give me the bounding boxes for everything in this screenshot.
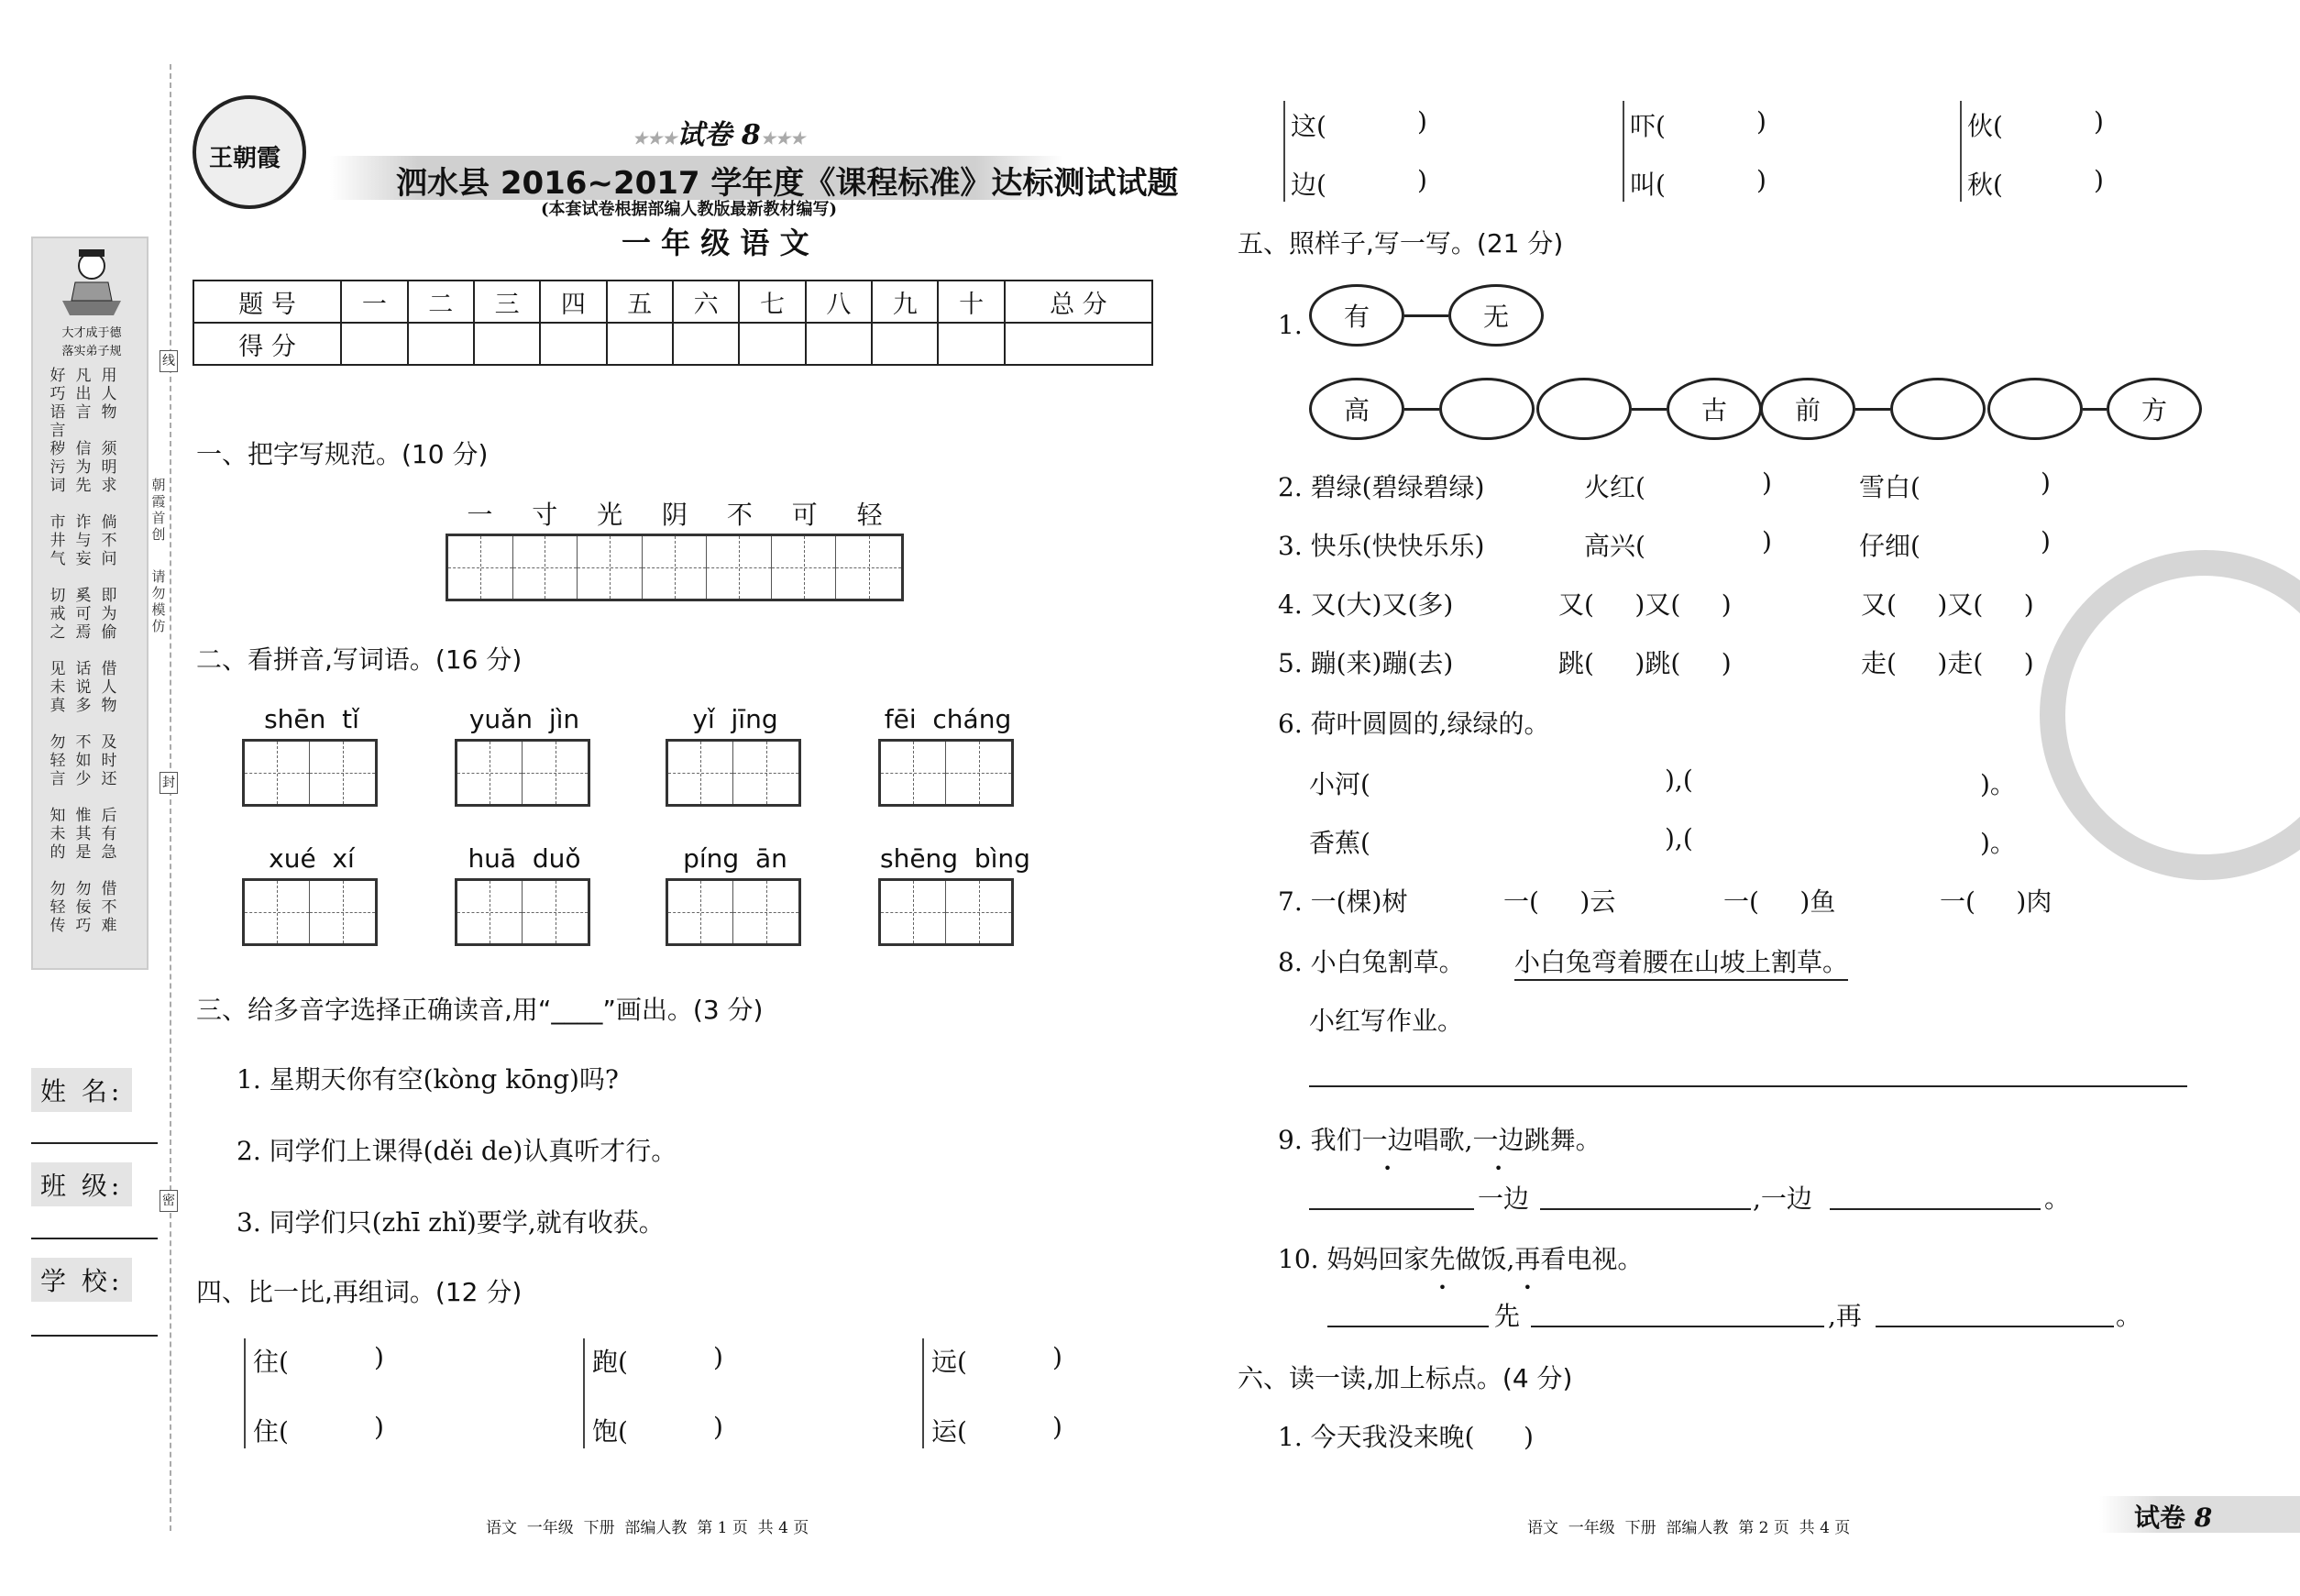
flower-box[interactable]	[1890, 378, 1986, 440]
s6-q1[interactable]: 1. 今天我没来晚( )	[1278, 1422, 1534, 1452]
s5-q5b[interactable]: 走( )走( )	[1861, 648, 2034, 678]
compare-word-rp: )	[374, 1342, 384, 1372]
compare-word[interactable]: 饱(	[592, 1416, 628, 1447]
score-input-cell[interactable]	[607, 323, 673, 365]
compare-word[interactable]: 边(	[1291, 170, 1326, 200]
s5-q10-pre: 10. 妈妈回家	[1278, 1244, 1430, 1274]
compare-word-rp: )	[1417, 106, 1427, 137]
motto-column: 信为先	[75, 440, 92, 495]
s5-q9-line-3[interactable]	[1830, 1208, 2041, 1210]
word-grid[interactable]	[242, 739, 378, 807]
word-grid[interactable]	[455, 878, 590, 946]
s5-q2a[interactable]: 火红(	[1584, 472, 1645, 502]
score-table	[193, 280, 1153, 366]
section-2-title: 二、看拼音,写词语。(16 分)	[196, 644, 523, 675]
score-input-cell[interactable]	[938, 323, 1004, 365]
scholar-illustration	[53, 246, 130, 319]
score-input-cell[interactable]	[739, 323, 805, 365]
writing-cell[interactable]	[310, 881, 375, 943]
s5-q10-word-2: ,再	[1828, 1301, 1862, 1331]
s5-q3: 3. 快乐(快快乐乐)	[1278, 531, 1485, 561]
score-header-cell: 四	[540, 281, 606, 323]
motto-column: 及时还	[101, 733, 117, 788]
s5-q10-line-1[interactable]	[1327, 1326, 1489, 1327]
score-input-cell[interactable]	[341, 323, 407, 365]
score-header-cell: 一	[341, 281, 407, 323]
motto-column: 勿轻言	[50, 733, 66, 788]
word-grid[interactable]	[878, 739, 1014, 807]
compare-word-rp: )	[1052, 1342, 1062, 1372]
char-to-copy: 一	[467, 500, 493, 530]
pinyin-label: yǐ jīng	[692, 704, 778, 734]
score-header-cell: 三	[474, 281, 540, 323]
writing-cell[interactable]	[946, 742, 1011, 804]
motto-top: 大才成于德	[61, 326, 122, 340]
group-bar	[922, 1338, 924, 1448]
pinyin-label: xué xí	[269, 843, 355, 874]
motto-bottom: 落实弟子规	[61, 345, 122, 358]
writing-cell[interactable]	[881, 881, 946, 943]
seal-label-1: 线	[160, 350, 178, 372]
compare-word-rp: )	[1756, 106, 1766, 137]
footer-tag-number: 8	[2194, 1502, 2213, 1533]
s5-q7c[interactable]: 一( )肉	[1940, 886, 2052, 917]
s5-q9	[1278, 1120, 1601, 1157]
compare-word[interactable]: 运(	[931, 1416, 967, 1447]
score-input-cell[interactable]	[872, 323, 938, 365]
sidebar-motto-panel	[31, 237, 149, 970]
logo-text: 王朝霞	[209, 145, 281, 172]
motto-column: 勿轻传	[50, 880, 66, 935]
flower-box[interactable]	[1439, 378, 1535, 440]
flower-box: 高	[1309, 378, 1404, 440]
score-input-cell[interactable]	[474, 323, 540, 365]
score-input-cell[interactable]	[1005, 323, 1152, 365]
score-header-cell: 九	[872, 281, 938, 323]
writing-cell[interactable]	[733, 881, 798, 943]
s3-item-3: 3. 同学们只(zhī zhǐ)要学,就有收获。	[237, 1207, 665, 1238]
s5-q10-end-mark: 。	[2116, 1301, 2142, 1331]
compare-word[interactable]: 吓(	[1630, 111, 1666, 141]
subject-title: 一 年 级 语 文	[622, 226, 809, 260]
char-to-copy: 阴	[662, 500, 688, 530]
char-to-copy: 轻	[856, 500, 883, 530]
writing-cell[interactable]	[733, 742, 798, 804]
writing-cell[interactable]	[836, 536, 901, 599]
word-grid[interactable]	[878, 878, 1014, 946]
s5-q5: 5. 蹦(来)蹦(去)	[1278, 648, 1454, 678]
flower-box: 古	[1667, 378, 1762, 440]
connector-line	[2083, 408, 2107, 411]
s5-q9-mid: 唱歌,	[1413, 1125, 1473, 1155]
school-line[interactable]	[31, 1335, 158, 1337]
writing-cell[interactable]	[668, 742, 733, 804]
motto-column: 凡出言	[75, 367, 92, 422]
writing-cell[interactable]	[578, 536, 643, 599]
pinyin-label: fēi cháng	[884, 704, 1012, 734]
score-header-cell: 八	[806, 281, 872, 323]
series-tag: ★★★试卷 8★★★	[633, 119, 806, 151]
s5-q2a-rp: )	[1762, 468, 1772, 498]
name-label: 姓 名:	[31, 1068, 132, 1112]
writing-cell[interactable]	[310, 742, 375, 804]
s3-item-1: 1. 星期天你有空(kòng kōng)吗?	[237, 1064, 619, 1095]
seal-label-3: 密	[160, 1190, 178, 1212]
s5-q9-line-2[interactable]	[1540, 1208, 1751, 1210]
s5-q7b[interactable]: 一( )鱼	[1723, 886, 1836, 917]
section-3-title: 三、给多音字选择正确读音,用“____”画出。(3 分)	[196, 995, 764, 1025]
score-header-row	[193, 281, 1152, 323]
motto-column: 不如少	[75, 733, 92, 788]
s5-q8b: 小红写作业。	[1309, 1006, 1464, 1036]
compare-word[interactable]: 伙(	[1967, 111, 2003, 141]
s5-q2: 2. 碧绿(碧绿碧绿)	[1278, 472, 1485, 502]
compare-word[interactable]: 跑(	[592, 1347, 628, 1377]
s5-q1-num: 1.	[1278, 310, 1303, 340]
secret-stamp-watermark	[2040, 550, 2300, 880]
motto-column: 后有急	[101, 807, 117, 862]
writing-cell[interactable]	[457, 881, 523, 943]
footer-right: 语文 一年级 下册 部编人教 第 2 页 共 4 页	[1527, 1519, 1851, 1537]
s5-q7: 7. 一(棵)树	[1278, 886, 1408, 917]
group-bar	[1283, 101, 1285, 202]
s5-q10-dotted-1: 先	[1429, 1244, 1456, 1274]
class-line[interactable]	[31, 1238, 158, 1239]
seal-label-2: 封	[160, 772, 178, 794]
s5-q4b[interactable]: 又( )又( )	[1861, 589, 2034, 620]
motto-column: 知未的	[50, 807, 66, 862]
score-row-label: 得 分	[193, 323, 341, 365]
score-input-cell[interactable]	[540, 323, 606, 365]
s5-q10-dotted-2: 再	[1514, 1244, 1541, 1274]
writing-cell[interactable]	[523, 881, 588, 943]
s5-q8: 8. 小白兔割草。	[1278, 947, 1465, 977]
s5-q10-line-3[interactable]	[1876, 1326, 2114, 1327]
score-header-cell: 二	[408, 281, 474, 323]
page-title: 泗水县 2016~2017 学年度《课程标准》达标测试试题	[396, 165, 1179, 202]
s5-q3b[interactable]: 仔细(	[1859, 531, 1920, 561]
compare-word-rp: )	[374, 1412, 384, 1442]
word-grid[interactable]	[242, 878, 378, 946]
section-1-grid[interactable]	[446, 534, 904, 601]
score-header-cell: 六	[673, 281, 739, 323]
s5-q7a[interactable]: 一( )云	[1503, 886, 1616, 917]
s5-q3b-rp: )	[2041, 526, 2051, 556]
motto-column: 市井气	[50, 513, 66, 568]
compare-word-rp: )	[1052, 1412, 1062, 1442]
series-label: 试卷	[677, 119, 732, 151]
word-grid[interactable]	[666, 878, 801, 946]
s5-q3a-rp: )	[1762, 526, 1772, 556]
s5-q6: 6. 荷叶圆圆的,绿绿的。	[1278, 709, 1550, 739]
motto-column: 须明求	[101, 440, 117, 495]
score-input-cell[interactable]	[408, 323, 474, 365]
compare-word[interactable]: 住(	[253, 1416, 289, 1447]
motto-column: 借不难	[101, 880, 117, 935]
pinyin-label: shēng bìng	[880, 843, 1030, 874]
s5-q10-mid: 做饭,	[1455, 1244, 1515, 1274]
page-subtitle: (本套试卷根据部编人教版最新教材编写)	[541, 200, 838, 219]
writing-cell[interactable]	[245, 881, 310, 943]
vertical-note-2: 请勿模仿	[151, 568, 166, 634]
s5-q4: 4. 又(大)又(多)	[1278, 589, 1454, 620]
writing-cell[interactable]	[668, 881, 733, 943]
s3-item-2: 2. 同学们上课得(děi de)认真听才行。	[237, 1136, 677, 1166]
s5-q6b-sep: ),(	[1665, 823, 1693, 853]
s5-q8-example: 小白兔弯着腰在山坡上割草。	[1514, 942, 1848, 981]
writing-cell[interactable]	[513, 536, 578, 599]
s5-q9-dotted-1: 一边	[1361, 1125, 1414, 1155]
motto-column: 切戒之	[50, 587, 66, 642]
score-header-cell: 五	[607, 281, 673, 323]
s5-q2b[interactable]: 雪白(	[1859, 472, 1920, 502]
flower-box: 无	[1448, 284, 1544, 347]
flower-box: 方	[2107, 378, 2202, 440]
connector-line	[1404, 408, 1439, 411]
compare-word[interactable]: 远(	[931, 1347, 967, 1377]
flower-box[interactable]	[1987, 378, 2083, 440]
word-grid[interactable]	[666, 739, 801, 807]
motto-column: 倘不问	[101, 513, 117, 568]
compare-word-rp: )	[1756, 165, 1766, 195]
footer-tag-label: 试卷	[2134, 1502, 2186, 1533]
name-line[interactable]	[31, 1142, 158, 1144]
section-4-title: 四、比一比,再组词。(12 分)	[196, 1277, 523, 1307]
char-to-copy: 光	[597, 500, 623, 530]
compare-word-rp: )	[1417, 165, 1427, 195]
motto-column: 好巧语言	[50, 367, 66, 440]
s5-q9-dotted-2: 一边	[1472, 1125, 1524, 1155]
group-bar	[1623, 101, 1624, 202]
s5-q9-word-2: ,一边	[1753, 1183, 1812, 1214]
pinyin-label: píng ān	[683, 843, 787, 874]
s5-q10-line-2[interactable]	[1531, 1326, 1824, 1327]
writing-cell[interactable]	[523, 742, 588, 804]
flower-box: 前	[1760, 378, 1855, 440]
motto-column: 勿佞巧	[75, 880, 92, 935]
score-input-cell[interactable]	[806, 323, 872, 365]
motto-column: 用人物	[101, 367, 117, 422]
s5-q6a-sep: ),(	[1665, 765, 1693, 795]
motto-column: 诈与妄	[75, 513, 92, 568]
s5-q6b[interactable]: 香蕉(	[1309, 828, 1370, 858]
motto-column: 借人物	[101, 660, 117, 715]
footer-left: 语文 一年级 下册 部编人教 第 1 页 共 4 页	[486, 1519, 809, 1537]
compare-word[interactable]: 这(	[1291, 111, 1326, 141]
compare-word-rp: )	[713, 1412, 723, 1442]
s5-q6a-end: )。	[1980, 769, 2016, 799]
connector-line	[1855, 408, 1890, 411]
s5-q6a[interactable]: 小河(	[1309, 769, 1370, 799]
pinyin-label: shēn tǐ	[264, 704, 359, 734]
char-to-copy: 不	[726, 500, 753, 530]
word-grid[interactable]	[455, 739, 590, 807]
motto-column: 奚可焉	[75, 587, 92, 642]
writing-cell[interactable]	[643, 536, 708, 599]
compare-word-rp: )	[2094, 106, 2104, 137]
s5-q2b-rp: )	[2041, 468, 2051, 498]
s5-q9-word-1: 一边	[1478, 1183, 1530, 1214]
compare-word-rp: )	[2094, 165, 2104, 195]
compare-word-rp: )	[713, 1342, 723, 1372]
writing-cell[interactable]	[772, 536, 837, 599]
s5-q10-end: 看电视。	[1540, 1244, 1644, 1274]
s5-q10-word-1: 先	[1494, 1301, 1521, 1331]
writing-cell[interactable]	[946, 881, 1011, 943]
score-header-cell: 总 分	[1005, 281, 1152, 323]
motto-column: 见未真	[50, 660, 66, 715]
s5-q9-end-mark: 。	[2044, 1183, 2071, 1214]
section-1-chars	[447, 495, 902, 532]
score-input-row	[193, 323, 1152, 365]
s5-q8-answer-line[interactable]	[1309, 1085, 2187, 1087]
motto-columns	[50, 367, 134, 963]
class-label: 班 级:	[31, 1162, 132, 1206]
series-number: 8	[741, 119, 761, 151]
logo-emblem	[193, 95, 306, 209]
writing-cell[interactable]	[245, 742, 310, 804]
score-header-cell: 十	[938, 281, 1004, 323]
score-header-cell: 七	[739, 281, 805, 323]
motto-column: 话说多	[75, 660, 92, 715]
s5-q3a[interactable]: 高兴(	[1584, 531, 1645, 561]
connector-line	[1404, 314, 1448, 317]
group-bar	[1960, 101, 1962, 202]
section-6-title: 六、读一读,加上标点。(4 分)	[1238, 1363, 1573, 1393]
section-5-title: 五、照样子,写一写。(21 分)	[1238, 228, 1564, 259]
s5-q5a[interactable]: 跳( )跳( )	[1558, 648, 1732, 678]
motto-column: 惟其是	[75, 807, 92, 862]
char-to-copy: 寸	[532, 500, 558, 530]
compare-word[interactable]: 往(	[253, 1347, 289, 1377]
score-input-cell[interactable]	[673, 323, 739, 365]
connector-line	[1632, 408, 1667, 411]
compare-word[interactable]: 秋(	[1967, 170, 2003, 200]
writing-cell[interactable]	[457, 742, 523, 804]
s5-q9-end: 跳舞。	[1524, 1125, 1601, 1155]
flower-box[interactable]	[1536, 378, 1632, 440]
pinyin-label: yuǎn jìn	[468, 704, 580, 734]
writing-cell[interactable]	[881, 742, 946, 804]
school-label: 学 校:	[31, 1258, 132, 1302]
group-bar	[244, 1338, 246, 1448]
motto-column: 秽污词	[50, 440, 66, 495]
writing-cell[interactable]	[448, 536, 513, 599]
compare-word[interactable]: 叫(	[1630, 170, 1666, 200]
s5-q4a[interactable]: 又( )又( )	[1558, 589, 1732, 620]
score-header-cell: 题 号	[193, 281, 341, 323]
s5-q9-line-1[interactable]	[1309, 1208, 1474, 1210]
s5-q6b-end: )。	[1980, 828, 2016, 858]
group-bar	[583, 1338, 585, 1448]
flower-box: 有	[1309, 284, 1404, 347]
pinyin-label: huā duǒ	[468, 843, 581, 874]
section-1-title: 一、把字写规范。(10 分)	[196, 439, 489, 469]
footer-tag	[2134, 1498, 2212, 1535]
writing-cell[interactable]	[707, 536, 772, 599]
s5-q9-pre: 9. 我们	[1278, 1125, 1362, 1155]
char-to-copy: 可	[791, 500, 818, 530]
cut-line	[170, 64, 171, 1531]
vertical-note-1: 朝霞首创	[151, 477, 166, 543]
s5-q10	[1278, 1239, 1643, 1276]
motto-column: 即为偷	[101, 587, 117, 642]
